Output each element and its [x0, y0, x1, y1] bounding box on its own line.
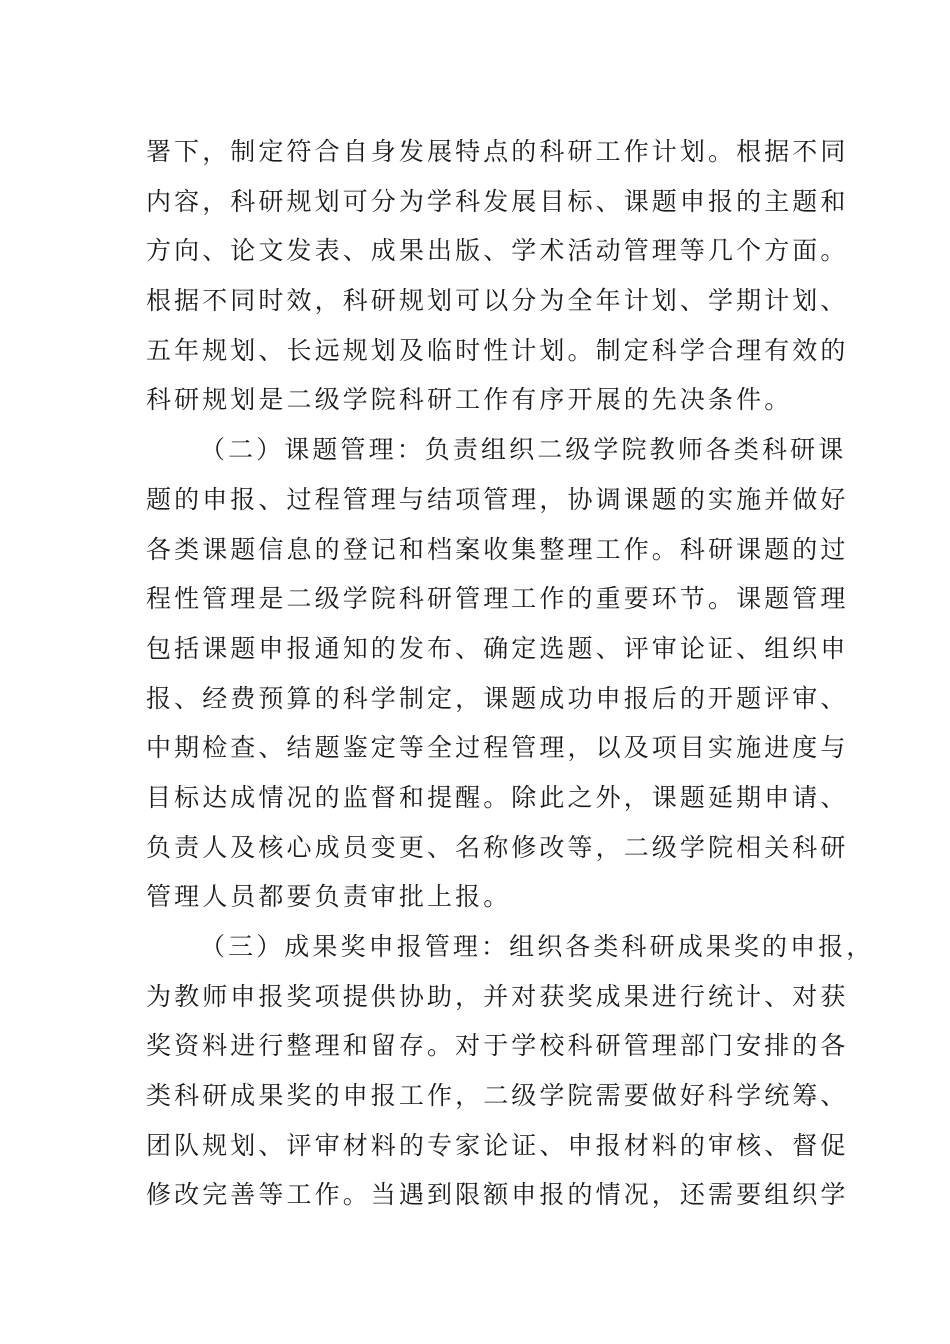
text-line: 报、经费预算的科学制定，课题成功申报后的开题评审、: [146, 683, 849, 713]
section-heading-line: （三）成果奖申报管理：组织各类科研成果奖的申报，: [200, 932, 875, 961]
body-text: [146, 127, 875, 1220]
text-line: 署下，制定符合自身发展特点的科研工作计划。根据不同: [146, 137, 849, 166]
text-line: 负责人及核心成员变更、名称修改等，二级学院相关科研: [146, 832, 849, 862]
text-line: 程性管理是二级学院科研管理工作的重要环节。课题管理: [146, 584, 849, 614]
text-line: 团队规划、评审材料的专家论证、申报材料的审核、督促: [146, 1130, 849, 1160]
text-line: 科研规划是二级学院科研工作有序开展的先决条件。: [146, 385, 793, 415]
section-heading-line: （二）课题管理：负责组织二级学院教师各类科研课: [200, 435, 847, 465]
text-line: 中期检查、结题鉴定等全过程管理，以及项目实施进度与: [146, 733, 849, 763]
text-line: 题的申报、过程管理与结项管理，协调课题的实施并做好: [146, 484, 849, 514]
text-line: 奖资料进行整理和留存。对于学校科研管理部门安排的各: [146, 1031, 849, 1061]
text-line: 内容，科研规划可分为学科发展目标、课题申报的主题和: [146, 186, 849, 216]
text-line: 五年规划、长远规划及临时性计划。制定科学合理有效的: [146, 335, 849, 365]
text-line: 根据不同时效，科研规划可以分为全年计划、学期计划、: [146, 286, 849, 316]
text-line: 为教师申报奖项提供协助，并对获奖成果进行统计、对获: [146, 981, 849, 1011]
text-line: 类科研成果奖的申报工作，二级学院需要做好科学统筹、: [146, 1081, 849, 1111]
text-line: 各类课题信息的登记和档案收集整理工作。科研课题的过: [146, 534, 849, 564]
text-line: 管理人员都要负责审批上报。: [146, 882, 512, 912]
text-line: 包括课题申报通知的发布、确定选题、评审论证、组织申: [146, 633, 849, 663]
text-line: 目标达成情况的监督和提醒。除此之外，课题延期申请、: [146, 782, 849, 812]
text-line: 修改完善等工作。当遇到限额申报的情况，还需要组织学: [146, 1180, 849, 1210]
text-line: 方向、论文发表、成果出版、学术活动管理等几个方面。: [146, 236, 849, 266]
